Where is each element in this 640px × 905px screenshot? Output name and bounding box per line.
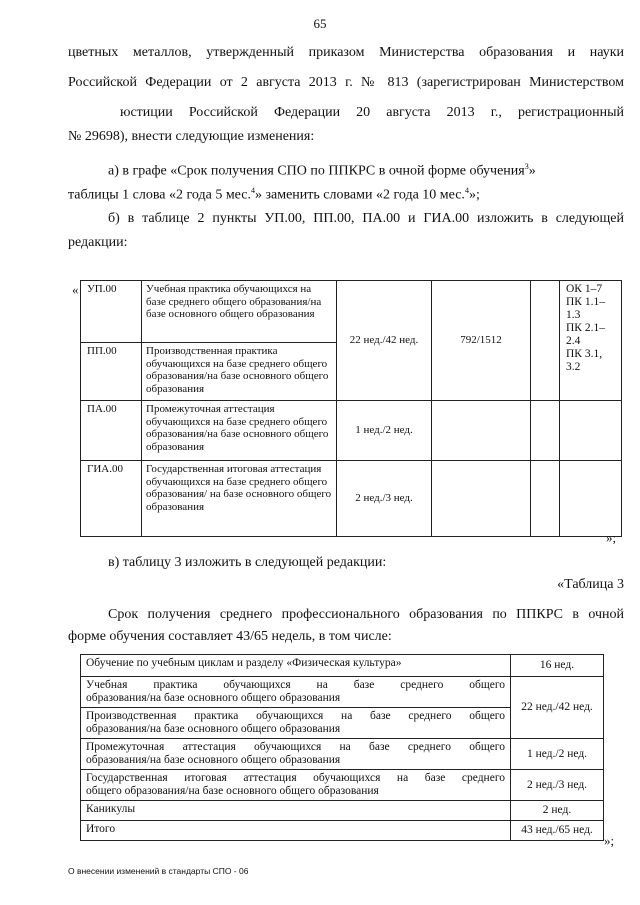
summary-line-2: форме обучения составляет 43/65 недель, в том числе: xyxy=(68,629,392,644)
page-number: 65 xyxy=(313,16,327,31)
row-code: УП.00 xyxy=(81,281,142,343)
row-label-line: образования/на базе основного общего образования xyxy=(86,754,341,766)
competency-item: ОК 1–7 xyxy=(566,283,603,295)
item-b-line-2: редакции: xyxy=(68,235,128,250)
intro-line-2: Российской Федерации от 2 августа 2013 г. № 813 (зарегистрирован Министерством xyxy=(68,75,624,90)
competencies xyxy=(560,281,622,401)
row-code: ПП.00 xyxy=(81,343,142,401)
row-description: Государственная итоговая аттестация обучающихся на базе среднего общего образования/ на базе основного общего образования xyxy=(142,461,337,537)
row-label-line: Промежуточная аттестация обучающихся на базе среднего общего xyxy=(86,741,505,753)
row-label-line: Производственная практика обучающихся на базе среднего общего xyxy=(86,710,505,722)
table3-close-quote: »; xyxy=(604,833,615,848)
empty-cell xyxy=(560,401,622,461)
row-label-line: общего образования/на базе основного общего образования xyxy=(86,785,379,797)
row-label xyxy=(81,708,511,739)
row-label-line: Государственная итоговая аттестация обучающихся на базе среднего xyxy=(86,772,505,784)
summary-line-1: Срок получения среднего профессионального образования по ППКРС в очной xyxy=(108,607,624,622)
practice-duration: 22 нед./42 нед. xyxy=(337,281,432,401)
row-value: 2 нед. xyxy=(511,801,604,821)
row-label: Итого xyxy=(81,821,511,841)
intro-line-4: № 29698), внести следующие изменения: xyxy=(68,129,315,144)
table-row xyxy=(81,821,604,841)
row-value: 16 нед. xyxy=(511,655,604,677)
row-description: Производственная практика обучающихся на базе среднего общего образования/на базе основного общего образования xyxy=(142,343,337,401)
item-a-line-1: а) в графе «Срок получения СПО по ППКРС в очной форме обучения$^3$» xyxy=(108,162,536,179)
row-label-line: образования/на базе основного общего образования xyxy=(86,723,341,735)
row-code: ПА.00 xyxy=(81,401,142,461)
intro-line-1: цветных металлов, утвержденный приказом Министерства образования и науки xyxy=(68,45,624,60)
table-row xyxy=(81,739,604,770)
row-label: Обучение по учебным циклам и разделу «Физическая культура» xyxy=(81,655,511,677)
row-value: 2 нед./3 нед. xyxy=(511,770,604,801)
intro-line-3: юстиции Российской Федерации 20 августа 2013 г., регистрационный xyxy=(120,105,624,120)
row-value: 43 нед./65 нед. xyxy=(511,821,604,841)
practice-hours: 792/1512 xyxy=(432,281,531,401)
empty-cell xyxy=(531,281,560,401)
table-row xyxy=(81,401,622,461)
table-row xyxy=(81,677,604,708)
table2-open-quote: « xyxy=(72,282,79,297)
table-2 xyxy=(80,280,622,537)
row-label xyxy=(81,770,511,801)
item-b-line-1: б) в таблице 2 пункты УП.00, ПП.00, ПА.00 и ГИА.00 изложить в следующей xyxy=(108,211,624,226)
row-duration: 2 нед./3 нед. xyxy=(337,461,432,537)
row-description: Промежуточная аттестация обучающихся на базе среднего общего образования/на базе основного общего образования xyxy=(142,401,337,461)
row-value: 1 нед./2 нед. xyxy=(511,739,604,770)
item-a-line-2: таблицы 1 слова «2 года 5 мес.$^4$» заменить словами «2 года 10 мес.$^4$»; xyxy=(68,186,480,203)
footer-text: О внесении изменений в стандарты СПО - 06 xyxy=(68,866,249,876)
competency-item: ПК 2.1–2.4 xyxy=(566,322,605,347)
row-label-line: Учебная практика обучающихся на базе среднего общего xyxy=(86,679,505,691)
row-duration: 1 нед./2 нед. xyxy=(337,401,432,461)
empty-cell xyxy=(531,401,560,461)
table-row xyxy=(81,655,604,677)
row-label: Каникулы xyxy=(81,801,511,821)
empty-cell xyxy=(432,461,531,537)
table-row xyxy=(81,770,604,801)
table3-caption: «Таблица 3 xyxy=(557,577,624,592)
empty-cell xyxy=(531,461,560,537)
table-row xyxy=(81,801,604,821)
table-3 xyxy=(80,654,604,841)
competency-item: ПК 1.1–1.3 xyxy=(566,296,605,321)
row-label xyxy=(81,677,511,708)
row-code: ГИА.00 xyxy=(81,461,142,537)
row-description: Учебная практика обучающихся на базе среднего общего образования/на базе основного общего образования xyxy=(142,281,337,343)
empty-cell xyxy=(560,461,622,537)
table-row xyxy=(81,461,622,537)
competency-item: ПК 3.1, 3.2 xyxy=(566,348,603,373)
empty-cell xyxy=(432,401,531,461)
row-label xyxy=(81,739,511,770)
table2-close-quote: »; xyxy=(606,530,617,545)
practice-value: 22 нед./42 нед. xyxy=(511,677,604,739)
table-row xyxy=(81,281,622,343)
item-c: в) таблицу 3 изложить в следующей редакции: xyxy=(108,555,387,570)
row-label-line: образования/на базе основного общего образования xyxy=(86,692,341,704)
